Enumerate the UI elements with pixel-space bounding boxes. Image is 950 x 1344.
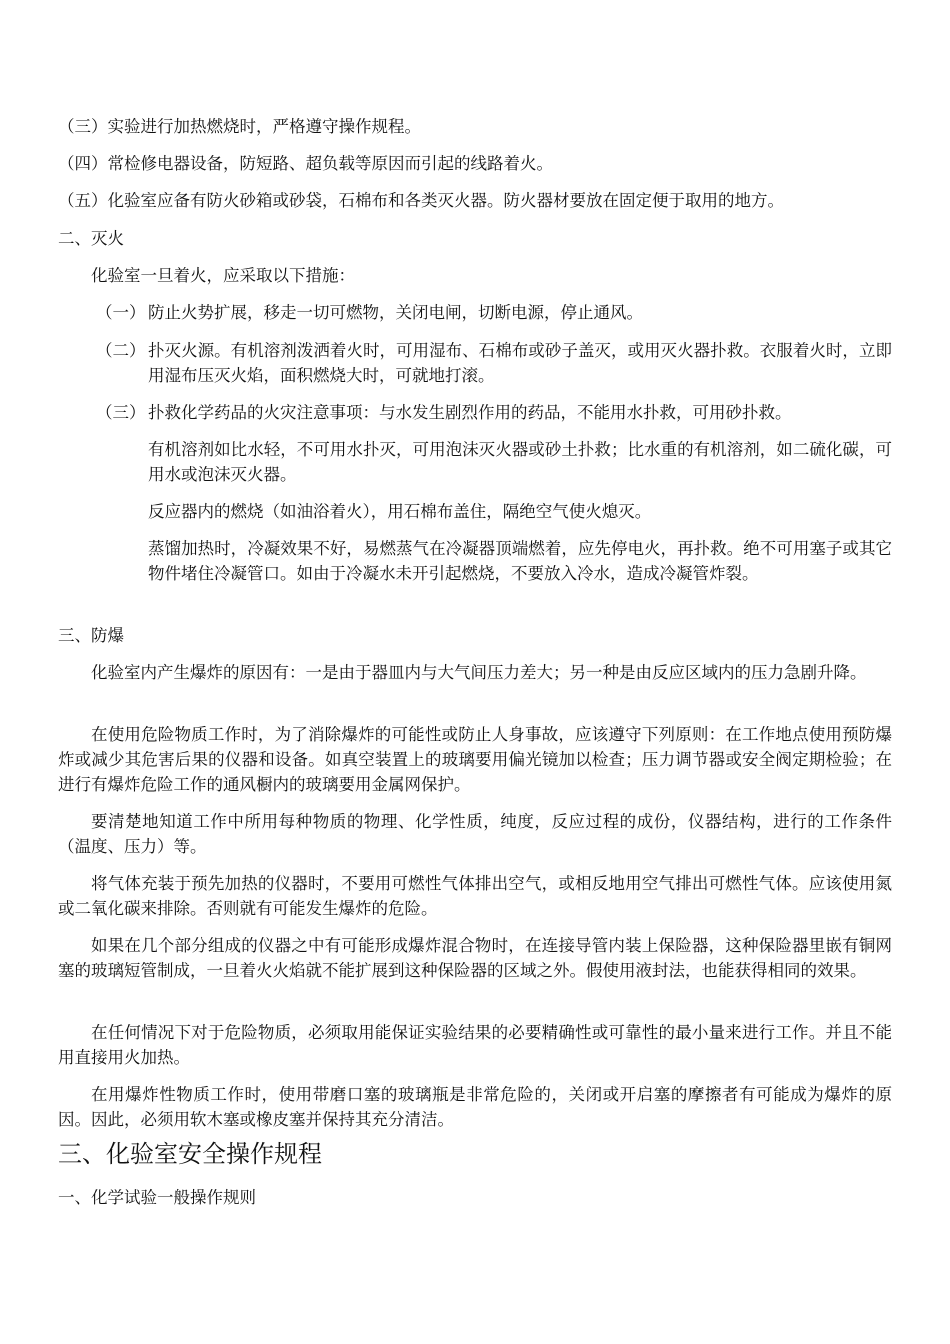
- extinguish-note-1: 有机溶剂如比水轻，不可用水扑灭，可用泡沫灭火器或砂土扑救；比水重的有机溶剂，如二硫化碳，可用水或泡沫灭火器。: [148, 440, 892, 484]
- extinguish-heading: 二、灭火: [58, 229, 124, 248]
- fire-prevention-item-5: （五）化验室应备有防火砂箱或砂袋，石棉布和各类灭火器。防火器材要放在固定便于取用的地方。: [58, 191, 784, 210]
- explosion-paragraph-1: 化验室内产生爆炸的原因有：一是由于器皿内与大气间压力差大；另一种是由反应区域内的压力急剧升降。: [91, 663, 867, 682]
- extinguish-note-2: 反应器内的燃烧（如油浴着火），用石棉布盖住，隔绝空气使火熄灭。: [148, 502, 652, 521]
- extinguish-item-number: （二）: [96, 341, 146, 360]
- extinguish-intro: 化验室一旦着火，应采取以下措施：: [91, 266, 355, 285]
- extinguish-item-number: （一）: [96, 303, 146, 322]
- extinguish-item-2: [96, 338, 892, 388]
- explosion-paragraph-4: 将气体充装于预先加热的仪器时，不要用可燃性气体排出空气，或相反地用空气排出可燃性气体。应该使用氮或二氧化碳来排除。否则就有可能发生爆炸的危险。: [58, 874, 892, 918]
- extinguish-item-1: [96, 300, 892, 325]
- extinguish-item-text: 扑救化学药品的火灾注意事项：与水发生剧烈作用的药品，不能用水扑救，可用砂扑救。: [148, 403, 792, 422]
- fire-prevention-item-3: （三）实验进行加热燃烧时，严格遵守操作规程。: [58, 117, 421, 136]
- extinguish-item-number: （三）: [96, 403, 146, 422]
- extinguish-item-text: 扑灭火源。有机溶剂泼洒着火时，可用湿布、石棉布或砂子盖灭，或用灭火器扑救。衣服着火时，立即用湿布压灭火焰，面积燃烧大时，可就地打滚。: [148, 341, 892, 385]
- explosion-paragraph-6: 在任何情况下对于危险物质，必须取用能保证实验结果的必要精确性或可靠性的最小量来进行工作。并且不能用直接用火加热。: [58, 1023, 892, 1067]
- extinguish-item-text: 防止火势扩展，移走一切可燃物，关闭电闸，切断电源，停止通风。: [148, 303, 643, 322]
- explosion-paragraph-3: 要清楚地知道工作中所用每种物质的物理、化学性质，纯度，反应过程的成份，仪器结构，进行的工作条件（温度、压力）等。: [58, 812, 892, 856]
- extinguish-item-3: [96, 400, 892, 425]
- extinguish-note-3: 蒸馏加热时，冷凝效果不好，易燃蒸气在冷凝器顶端燃着，应先停电火，再扑救。绝不可用塞子或其它物件堵住冷凝管口。如由于冷凝水未开引起燃烧，不要放入冷水，造成冷凝管炸裂。: [148, 539, 892, 583]
- fire-prevention-item-4: （四）常检修电器设备，防短路、超负载等原因而引起的线路着火。: [58, 154, 553, 173]
- explosion-paragraph-2: 在使用危险物质工作时，为了消除爆炸的可能性或防止人身事故，应该遵守下列原则：在工作地点使用预防爆炸或减少其危害后果的仪器和设备。如真空装置上的玻璃要用偏光镜加以检查；压力调节器或安全阀定期检验；在进行有爆炸危险工作的通风橱内的玻璃要用金属网保护。: [58, 725, 892, 794]
- section-sub-heading: 一、化学试验一般操作规则: [58, 1188, 256, 1207]
- explosion-paragraph-5: 如果在几个部分组成的仪器之中有可能形成爆炸混合物时，在连接导管内装上保险器，这种保险器里嵌有铜网塞的玻璃短管制成，一旦着火火焰就不能扩展到这种保险器的区域之外。假使用液封法，也能获得相同的效果。: [58, 936, 892, 980]
- explosion-paragraph-7: 在用爆炸性物质工作时，使用带磨口塞的玻璃瓶是非常危险的，关闭或开启塞的摩擦者有可能成为爆炸的原因。因此，必须用软木塞或橡皮塞并保持其充分清洁。: [58, 1085, 892, 1129]
- section-title: 三、化验室安全操作规程: [58, 1140, 322, 1168]
- explosion-heading: 三、防爆: [58, 626, 124, 645]
